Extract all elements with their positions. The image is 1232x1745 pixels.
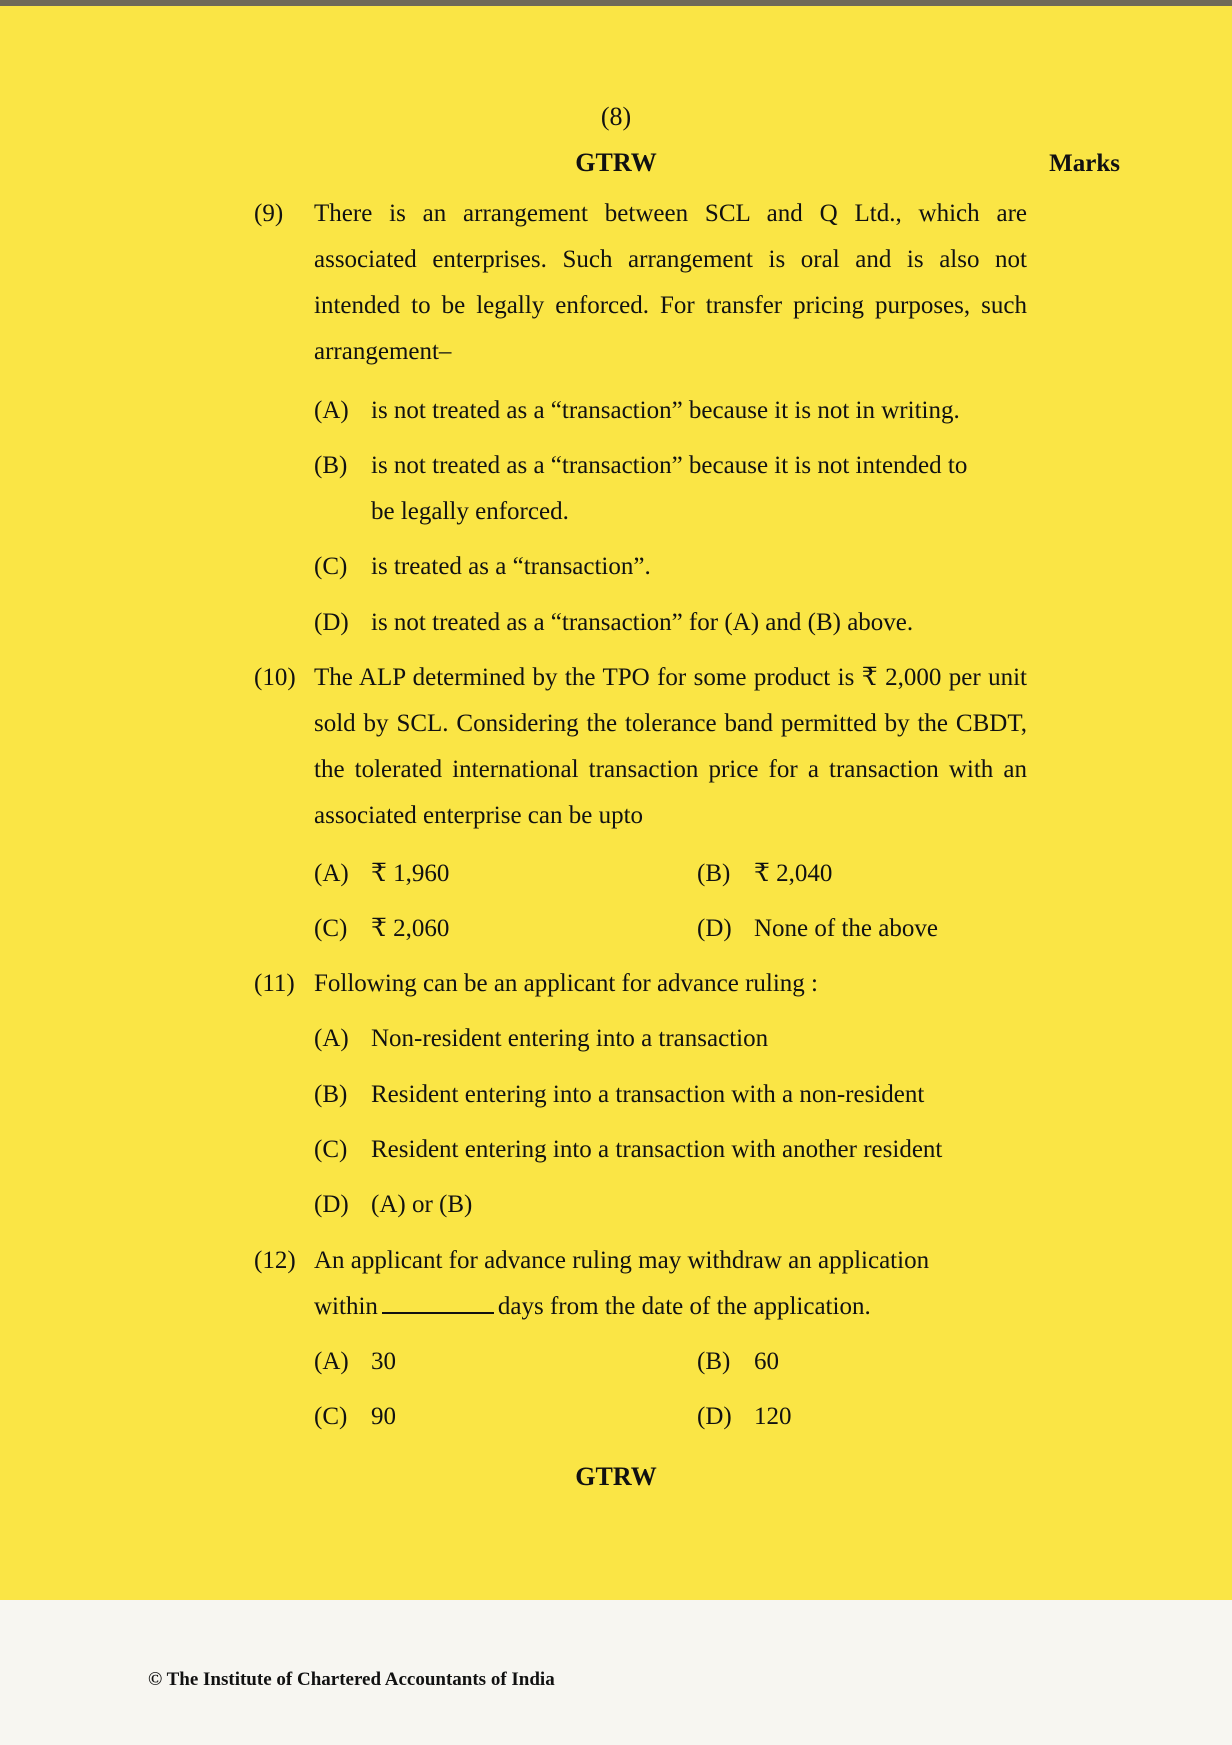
question-10-option-a-text: ₹ 1,960 — [371, 860, 450, 887]
question-11-option-c-label: (C) — [314, 1136, 348, 1163]
question-9-option-d-text: is not treated as a “transaction” for (A) and (B) above. — [371, 609, 914, 636]
question-9-number: (9) — [254, 200, 284, 227]
question-11-option-a-label: (A) — [314, 1025, 349, 1052]
question-12-text-before-blank: within — [314, 1293, 378, 1320]
question-12-option-c-text: 90 — [371, 1403, 396, 1430]
question-10-option-c-text: ₹ 2,060 — [371, 915, 450, 942]
marks-column-label: Marks — [1049, 150, 1120, 177]
question-9-option-a-text: is not treated as a “transaction” because it is not in writing. — [371, 397, 960, 424]
question-10-option-a-label: (A) — [314, 860, 349, 887]
question-12-option-d-label: (D) — [697, 1403, 732, 1430]
question-12-text-after-blank: days from the date of the application. — [497, 1293, 871, 1320]
question-9-option-b-text-cont: be legally enforced. — [371, 498, 569, 525]
question-11-number: (11) — [254, 970, 295, 997]
question-9-option-b-text: is not treated as a “transaction” because it is not intended to — [371, 452, 968, 479]
question-9-option-c-text: is treated as a “transaction”. — [371, 553, 651, 580]
question-10-option-d-label: (D) — [697, 915, 732, 942]
question-11-option-d-text: (A) or (B) — [371, 1191, 473, 1218]
question-12-option-d-text: 120 — [754, 1403, 792, 1430]
fill-in-blank — [382, 1288, 494, 1314]
paper-code-footer: GTRW — [575, 1462, 657, 1491]
question-12-option-c-label: (C) — [314, 1403, 348, 1430]
question-9-option-d-label: (D) — [314, 609, 349, 636]
question-11-option-b-text: Resident entering into a transaction with a non-resident — [371, 1081, 925, 1108]
question-9-option-b-label: (B) — [314, 452, 348, 479]
question-10-option-b-text: ₹ 2,040 — [754, 860, 833, 887]
page-number: (8) — [600, 102, 632, 131]
question-10-text: The ALP determined by the TPO for some product is ₹ 2,000 per unit sold by SCL. Considering the tolerance band permitted by the CBDT, the tolerated international transaction price for a transaction with an associated enterprise can be upto — [314, 664, 1027, 829]
paper-code-header: GTRW — [575, 148, 657, 177]
question-12-option-b-label: (B) — [697, 1348, 731, 1375]
question-10-option-b-label: (B) — [697, 860, 731, 887]
question-11-option-a-text: Non-resident entering into a transaction — [371, 1025, 769, 1052]
question-11-option-c-text: Resident entering into a transaction with another resident — [371, 1136, 943, 1163]
question-10-option-c-label: (C) — [314, 915, 348, 942]
question-12-number: (12) — [254, 1247, 296, 1274]
question-12-text-line1: An applicant for advance ruling may withdraw an application — [314, 1247, 930, 1274]
question-12-option-b-text: 60 — [754, 1348, 779, 1375]
question-11-option-b-label: (B) — [314, 1081, 348, 1108]
question-10-option-d-text: None of the above — [754, 915, 938, 942]
question-12-option-a-text: 30 — [371, 1348, 396, 1375]
question-11-option-d-label: (D) — [314, 1191, 349, 1218]
question-9-text: There is an arrangement between SCL and Q Ltd., which are associated enterprises. Such arrangement is oral and is also not intended to be legally enforced. For transfer pricing purposes, such arrangement– — [314, 200, 1027, 365]
question-12-text-line2 — [314, 1284, 871, 1330]
question-12-option-a-label: (A) — [314, 1348, 349, 1375]
question-9-option-c-label: (C) — [314, 553, 348, 580]
question-9-option-a-label: (A) — [314, 397, 349, 424]
question-10-number: (10) — [254, 664, 296, 691]
question-11-text: Following can be an applicant for advance ruling : — [314, 970, 819, 997]
copyright-notice: © The Institute of Chartered Accountants of India — [148, 1669, 555, 1690]
